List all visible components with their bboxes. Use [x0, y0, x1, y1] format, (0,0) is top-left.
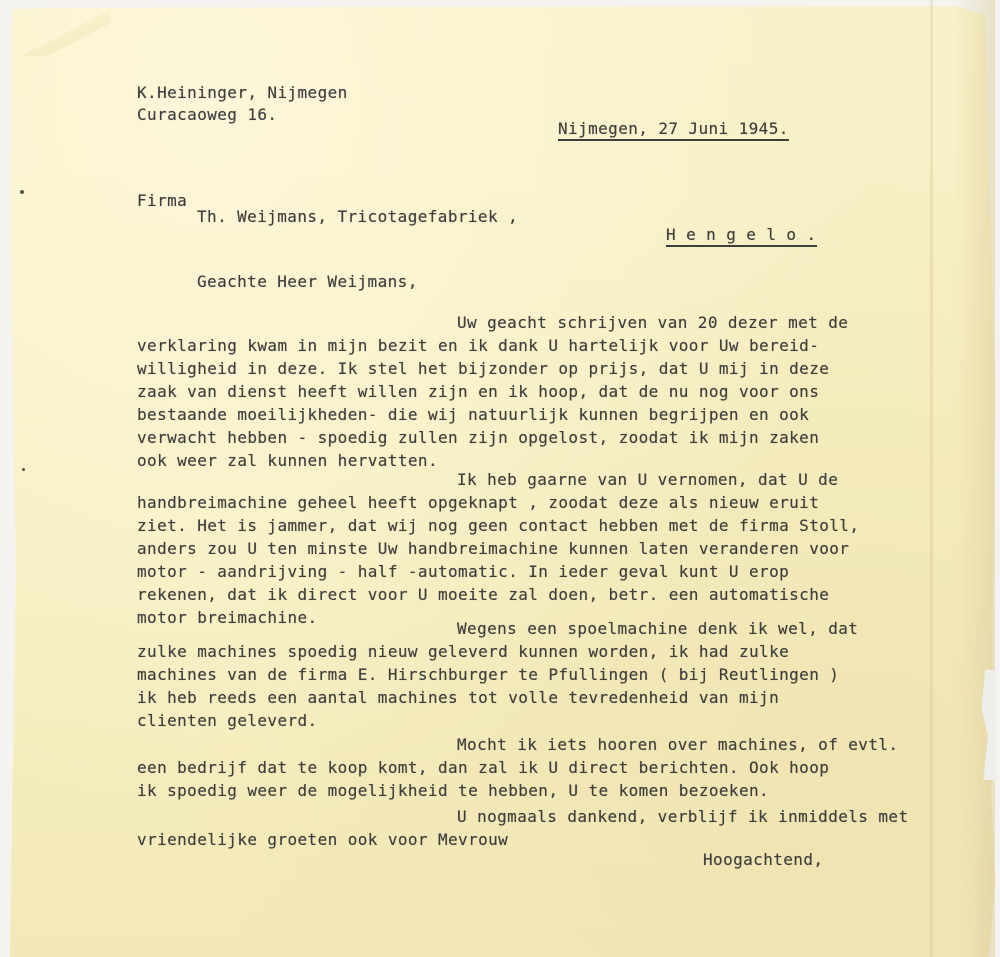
paragraph-line: motor breimachine. — [137, 608, 318, 627]
paragraph-line: willigheid in deze. Ik stel het bijzonder op prijs, dat U mij in deze — [137, 359, 830, 378]
paragraph-line: Uw geacht schrijven van 20 dezer met de — [457, 313, 849, 332]
closing: Hoogachtend, — [703, 850, 824, 869]
recipient-company: Th. Weijmans, Tricotagefabriek , — [197, 207, 519, 226]
paragraph-line: Ik heb gaarne van U vernomen, dat U de — [457, 470, 839, 489]
paragraph-line: verklaring kwam in mijn bezit en ik dank U hartelijk voor Uw bereid- — [137, 336, 820, 355]
paragraph-line: U nogmaals dankend, verblijf ik inmiddels met — [457, 807, 909, 826]
paragraph-line: bestaande moeilijkheden- die wij natuurlijk kunnen begrijpen en ook — [137, 405, 810, 424]
paragraph-line: Mocht ik iets hooren over machines, of evtl. — [457, 735, 899, 754]
letter-date — [558, 118, 789, 140]
paragraph-line: zaak van dienst heeft willen zijn en ik hoop, dat de nu nog voor ons — [137, 382, 820, 401]
paragraph-4 — [137, 733, 898, 802]
paper-edge-shadow — [955, 0, 995, 957]
paragraph-line: rekenen, dat ik direct voor U moeite zal doen, betr. een automatische — [137, 585, 830, 604]
paragraph-line: ik heb reeds een aantal machines tot volle tevredenheid van mijn — [137, 688, 780, 707]
paragraph-5 — [137, 805, 908, 851]
paragraph-2 — [137, 468, 859, 629]
salutation: Geachte Heer Weijmans, — [197, 272, 418, 291]
recipient-city — [666, 224, 817, 246]
recipient-city-text: H e n g e l o . — [666, 225, 817, 247]
paragraph-line: ziet. Het is jammer, dat wij nog geen contact hebben met de firma Stoll, — [137, 516, 860, 535]
paragraph-line: anders zou U ten minste Uw handbreimachine kunnen laten veranderen voor — [137, 539, 850, 558]
sender-name-city: K.Heininger, Nijmegen — [137, 83, 348, 102]
paragraph-line: motor - aandrijving - half -automatic. In ieder geval kunt U erop — [137, 562, 790, 581]
paper-speck — [22, 468, 25, 471]
paragraph-line: een bedrijf dat te koop komt, dan zal ik U direct berichten. Ook hoop — [137, 758, 830, 777]
letter-date-text: Nijmegen, 27 Juni 1945. — [558, 119, 789, 141]
paragraph-line: machines van de firma E. Hirschburger te Pfullingen ( bij Reutlingen ) — [137, 665, 840, 684]
paragraph-line: verwacht hebben - spoedig zullen zijn opgelost, zoodat ik mijn zaken — [137, 428, 820, 447]
paragraph-line: vriendelijke groeten ook voor Mevrouw — [137, 830, 509, 849]
paper-speck — [20, 190, 24, 194]
paragraph-3 — [137, 617, 858, 732]
paragraph-line: Wegens een spoelmachine denk ik wel, dat — [457, 619, 859, 638]
paragraph-line: ik spoedig weer de mogelijkheid te hebben, U te komen bezoeken. — [137, 781, 770, 800]
paragraph-line: handbreimachine geheel heeft opgeknapt , zoodat deze als nieuw eruit — [137, 493, 820, 512]
paragraph-line: ook weer zal kunnen hervatten. — [137, 451, 438, 470]
paragraph-line: clienten geleverd. — [137, 711, 318, 730]
recipient-firm-label: Firma — [137, 191, 188, 210]
paragraph-line: zulke machines spoedig nieuw geleverd kunnen worden, ik had zulke — [137, 642, 790, 661]
paper-crease — [930, 0, 933, 957]
sender-street: Curacaoweg 16. — [137, 105, 278, 124]
paragraph-1 — [137, 311, 848, 472]
